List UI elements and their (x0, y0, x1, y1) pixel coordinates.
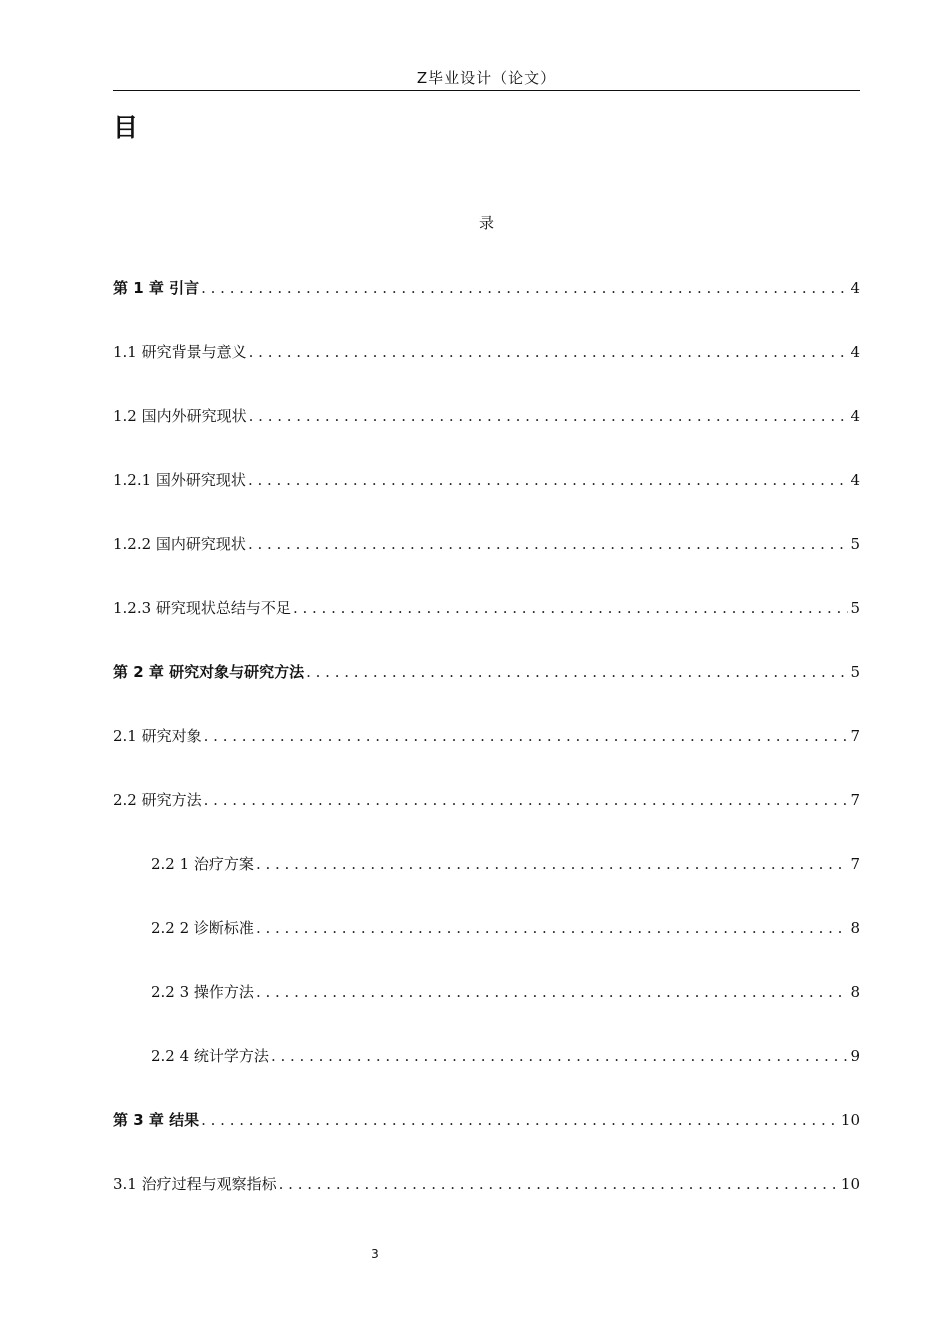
toc-dot-leader (279, 1172, 839, 1196)
toc-entry-label: 第 3 章 结果 (113, 1111, 200, 1129)
toc-entry[interactable] (113, 468, 860, 532)
toc-dot-leader (201, 276, 848, 300)
toc-dot-leader (256, 852, 849, 876)
toc-entry[interactable] (113, 532, 860, 596)
toc-dot-leader (249, 340, 849, 364)
toc-entry-label: 1.2.3 研究现状总结与不足 (113, 599, 291, 617)
toc-entry-page: 7 (850, 727, 860, 745)
toc-entry[interactable] (113, 404, 860, 468)
toc-dot-leader (293, 596, 849, 620)
toc-entry-page: 8 (850, 983, 860, 1001)
toc-entry-label: 3.1 治疗过程与观察指标 (113, 1175, 277, 1193)
toc-entry-label: 2.2 1 治疗方案 (151, 855, 254, 873)
toc-entry-label: 1.1 研究背景与意义 (113, 343, 247, 361)
toc-entry-label: 第 1 章 引言 (113, 279, 200, 297)
toc-entry-page: 7 (850, 791, 860, 809)
toc-entry[interactable] (113, 276, 860, 340)
toc-entry-label: 2.2 研究方法 (113, 791, 202, 809)
toc-title-part2: 录 (478, 214, 494, 232)
toc-entry[interactable] (113, 1172, 860, 1236)
toc-entry[interactable] (113, 980, 860, 1044)
page-header: Z毕业设计（论文） (416, 69, 557, 87)
toc-entry-page: 7 (850, 855, 860, 873)
toc-entry-label: 1.2 国内外研究现状 (113, 407, 247, 425)
toc-dot-leader (306, 660, 848, 684)
toc-dot-leader (248, 468, 849, 492)
toc-entry-page: 10 (840, 1111, 860, 1129)
toc-entry[interactable] (113, 1044, 860, 1108)
toc-entry-label: 2.2 4 统计学方法 (151, 1047, 269, 1065)
toc-entry[interactable] (113, 340, 860, 404)
toc-entry[interactable] (113, 596, 860, 660)
toc-entry-page: 4 (850, 343, 860, 361)
toc-entry[interactable] (113, 660, 860, 724)
toc-entry[interactable] (113, 724, 860, 788)
toc-dot-leader (201, 1108, 839, 1132)
toc-entry-page: 9 (850, 1047, 860, 1065)
toc-entry[interactable] (113, 788, 860, 852)
toc-dot-leader (204, 788, 849, 812)
toc-entry[interactable] (113, 1108, 860, 1172)
toc-entry-label: 1.2.2 国内研究现状 (113, 535, 246, 553)
toc-entry-page: 5 (850, 599, 860, 617)
toc-entry-page: 8 (850, 919, 860, 937)
toc-entry-label: 2.1 研究对象 (113, 727, 202, 745)
toc-entry-page: 4 (850, 407, 860, 425)
page-number: 3 (371, 1247, 379, 1261)
header-rule (113, 90, 860, 91)
toc-entry-page: 4 (850, 471, 860, 489)
toc-dot-leader (248, 532, 849, 556)
toc-entry-page: 10 (840, 1175, 860, 1193)
toc-entry-label: 1.2.1 国外研究现状 (113, 471, 246, 489)
toc-entry[interactable] (113, 852, 860, 916)
toc-dot-leader (256, 980, 849, 1004)
toc-entry-page: 5 (850, 535, 860, 553)
toc-dot-leader (271, 1044, 849, 1068)
toc-entry-page: 4 (850, 279, 860, 297)
toc-entry[interactable] (113, 916, 860, 980)
toc-entry-label: 2.2 3 操作方法 (151, 983, 254, 1001)
toc-entry-label: 第 2 章 研究对象与研究方法 (113, 663, 305, 681)
toc-dot-leader (204, 724, 849, 748)
toc-dot-leader (256, 916, 849, 940)
toc-entry-label: 2.2 2 诊断标准 (151, 919, 254, 937)
table-of-contents (113, 276, 860, 1236)
toc-dot-leader (249, 404, 849, 428)
toc-entry-page: 5 (850, 663, 860, 681)
toc-title-part1: 目 (113, 113, 139, 142)
